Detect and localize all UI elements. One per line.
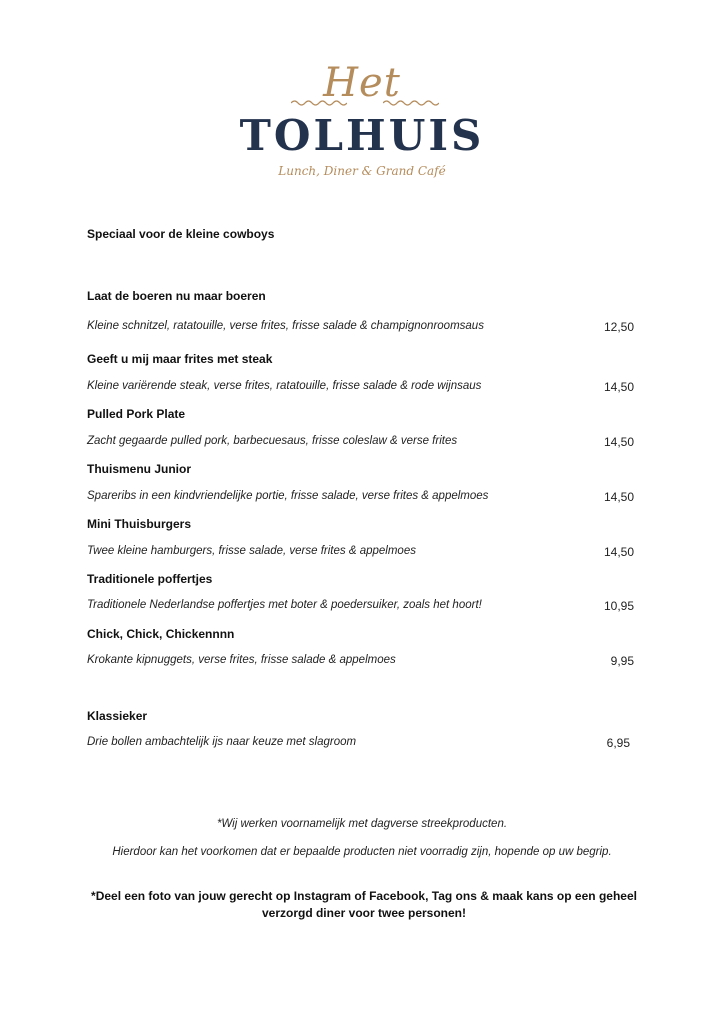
menu-item-price: 14,50 [603,435,634,449]
social-promo-note: *Deel een foto van jouw gerecht op Instagram of Facebook, Tag ons & maak kans op een geheel verzorgd diner voor twee personen! [91,889,637,920]
menu-item-price: 6,95 [606,736,630,750]
menu-item-description: Kleine variërende steak, verse frites, ratatouille, frisse salade & rode wijnsaus [87,380,482,392]
menu-item-name: Laat de boeren nu maar boeren [87,289,266,303]
logo-tagline: Lunch, Diner & Grand Café [278,164,446,178]
logo-name-text: TOLHUIS [239,111,485,160]
menu-item-description: Zacht gegaarde pulled pork, barbecuesaus, frisse coleslaw & verse frites [87,435,458,447]
logo-wave-ornament-right [383,98,439,108]
menu-item-price: 12,50 [603,320,634,334]
menu-item-price: 10,95 [603,599,634,613]
menu-item-name: Mini Thuisburgers [87,517,192,531]
menu-item-name: Traditionele poffertjes [87,572,213,586]
menu-item-description: Drie bollen ambachtelijk ijs naar keuze met slagroom [87,736,357,748]
menu-item-price: 9,95 [610,654,634,668]
section-title: Speciaal voor de kleine cowboys [87,227,275,241]
logo-wave-ornament-left [291,98,347,108]
menu-item-description: Krokante kipnuggets, verse frites, frisse salade & appelmoes [87,654,396,666]
menu-item-price: 14,50 [603,545,634,559]
menu-item-name: Thuismenu Junior [87,462,192,476]
menu-item-price: 14,50 [603,490,634,504]
menu-item-price: 14,50 [603,380,634,394]
menu-item-description: Kleine schnitzel, ratatouille, verse frites, frisse salade & champignonroomsaus [87,320,484,332]
menu-item-description: Twee kleine hamburgers, frisse salade, verse frites & appelmoes [87,545,416,557]
logo-script-text: Het [323,60,401,106]
menu-item-name: Geeft u mij maar frites met steak [87,352,273,366]
availability-note: Hierdoor kan het voorkomen dat er bepaalde producten niet voorradig zijn, hopende op uw begrip. [112,846,612,858]
menu-item-name: Chick, Chick, Chickennnn [87,627,235,641]
menu-item-name: Klassieker [87,709,148,723]
restaurant-logo [0,56,724,186]
sourcing-note: *Wij werken voornamelijk met dagverse streekproducten. [216,818,508,830]
menu-item-name: Pulled Pork Plate [87,407,186,421]
menu-item-description: Traditionele Nederlandse poffertjes met boter & poedersuiker, zoals het hoort! [87,599,482,611]
menu-item-description: Spareribs in een kindvriendelijke portie, frisse salade, verse frites & appelmoes [87,490,489,502]
